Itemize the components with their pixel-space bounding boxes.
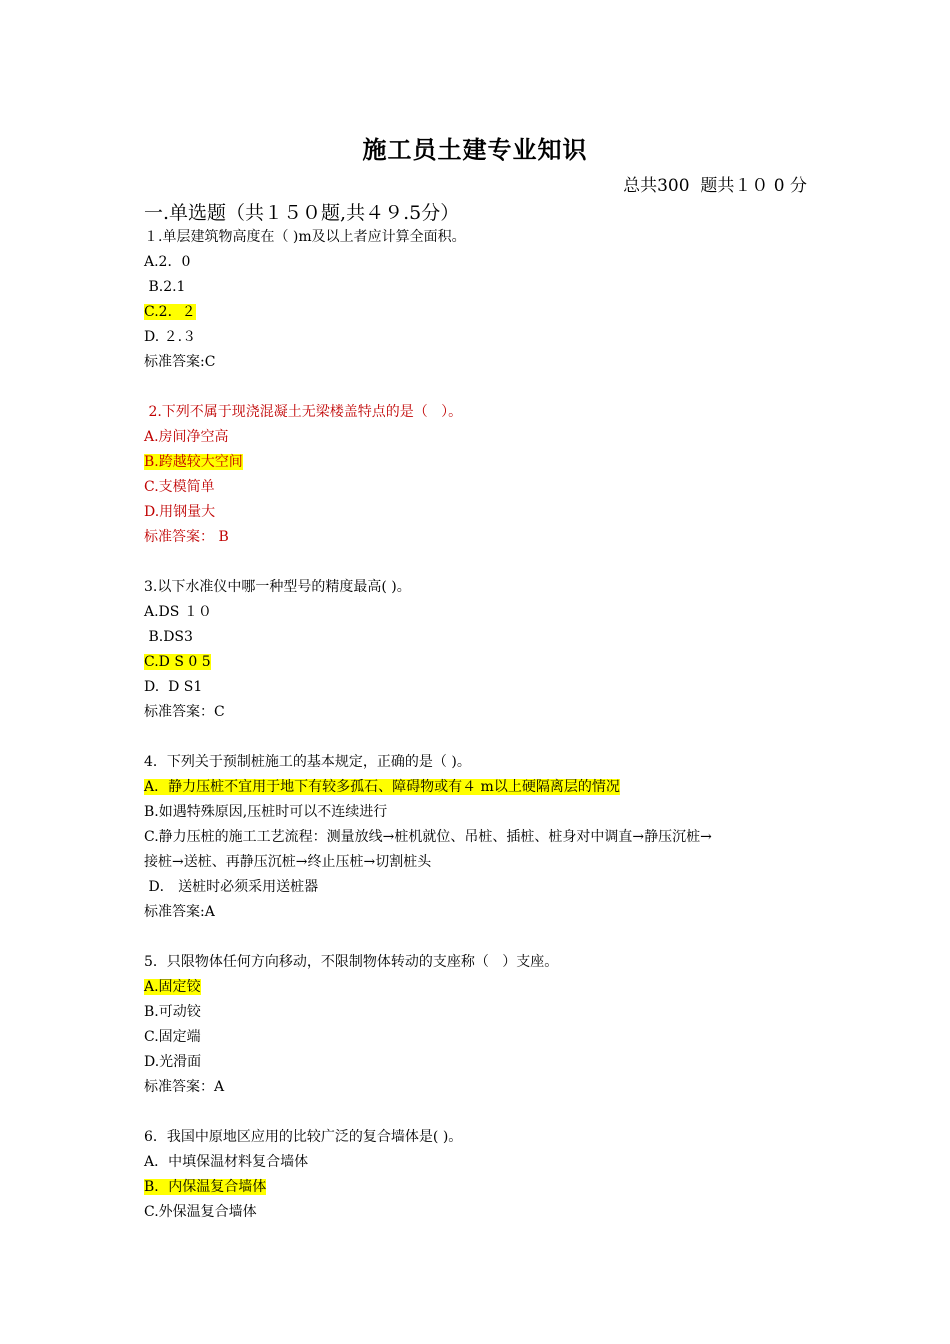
option-a-correct: A．静力压桩不宜用于地下有较多孤石、障碍物或有４ m以上硬隔离层的情况: [144, 779, 620, 795]
option-b: B.如遇特殊原因,压桩时可以不连续进行: [144, 804, 388, 820]
option-a: A.2．0: [144, 254, 191, 270]
option-c-correct: C.D S 0 5: [144, 654, 211, 670]
option-d: D.光滑面: [144, 1054, 202, 1070]
question-stem: １.单层建筑物高度在（ )m及以上者应计算全面积。: [144, 229, 466, 245]
option-d: D. ２.３: [144, 329, 197, 345]
option-b: B.DS3: [144, 629, 193, 645]
answer-key: 标准答案:A: [144, 904, 215, 920]
option-c: C.固定端: [144, 1029, 201, 1045]
question-4: [144, 750, 814, 925]
option-c: C.静力压桩的施工工艺流程：测量放线→桩机就位、吊桩、插桩、桩身对中调直→静压沉桩→: [144, 829, 712, 845]
question-1: [144, 225, 814, 375]
option-d: D. D S1: [144, 679, 203, 695]
page-title: 施工员土建专业知识: [362, 135, 588, 164]
option-c-correct: C.2．２: [144, 304, 196, 320]
question-stem: 5．只限物体任何方向移动，不限制物体转动的支座称（ ）支座。: [144, 954, 559, 970]
question-stem: 6．我国中原地区应用的比较广泛的复合墙体是( )。: [144, 1129, 463, 1145]
option-c: C.外保温复合墙体: [144, 1204, 257, 1220]
section-heading: 一.单选题（共１５０题,共４９.5分）: [144, 202, 460, 224]
option-a: A.DS １０: [144, 604, 212, 620]
option-b: B.2.1: [144, 279, 186, 295]
question-5: [144, 950, 814, 1100]
answer-key: 标准答案:C: [144, 354, 216, 370]
question-stem: 3.以下水准仪中哪一种型号的精度最高( )。: [144, 579, 411, 595]
question-2: [144, 400, 814, 550]
option-c: C.支模简单: [144, 479, 215, 495]
option-c-continued: 接桩→送桩、再静压沉桩→终止压桩→切割桩头: [144, 854, 432, 870]
question-stem: 2.下列不属于现浇混凝土无梁楼盖特点的是（ ）。: [144, 404, 463, 420]
question-stem: 4．下列关于预制桩施工的基本规定，正确的是（ )。: [144, 754, 471, 770]
question-6: [144, 1125, 814, 1225]
option-b-correct: B.跨越较大空间: [144, 454, 243, 470]
answer-key: 标准答案：A: [144, 1079, 225, 1095]
option-a: A.房间净空高: [144, 429, 229, 445]
option-b: B.可动铰: [144, 1004, 201, 1020]
answer-key: 标准答案： B: [144, 529, 229, 545]
option-b-correct: B．内保温复合墙体: [144, 1179, 267, 1195]
question-3: [144, 575, 814, 725]
option-a-correct: A.固定铰: [144, 979, 201, 995]
option-d: D． 送桩时必须采用送桩器: [144, 879, 319, 895]
question-list: [144, 225, 814, 1250]
option-a: A．中填保温材料复合墙体: [144, 1154, 309, 1170]
score-summary: 总共300 题共１０ 0 分: [623, 176, 807, 196]
option-d: D.用钢量大: [144, 504, 216, 520]
answer-key: 标准答案：C: [144, 704, 225, 720]
